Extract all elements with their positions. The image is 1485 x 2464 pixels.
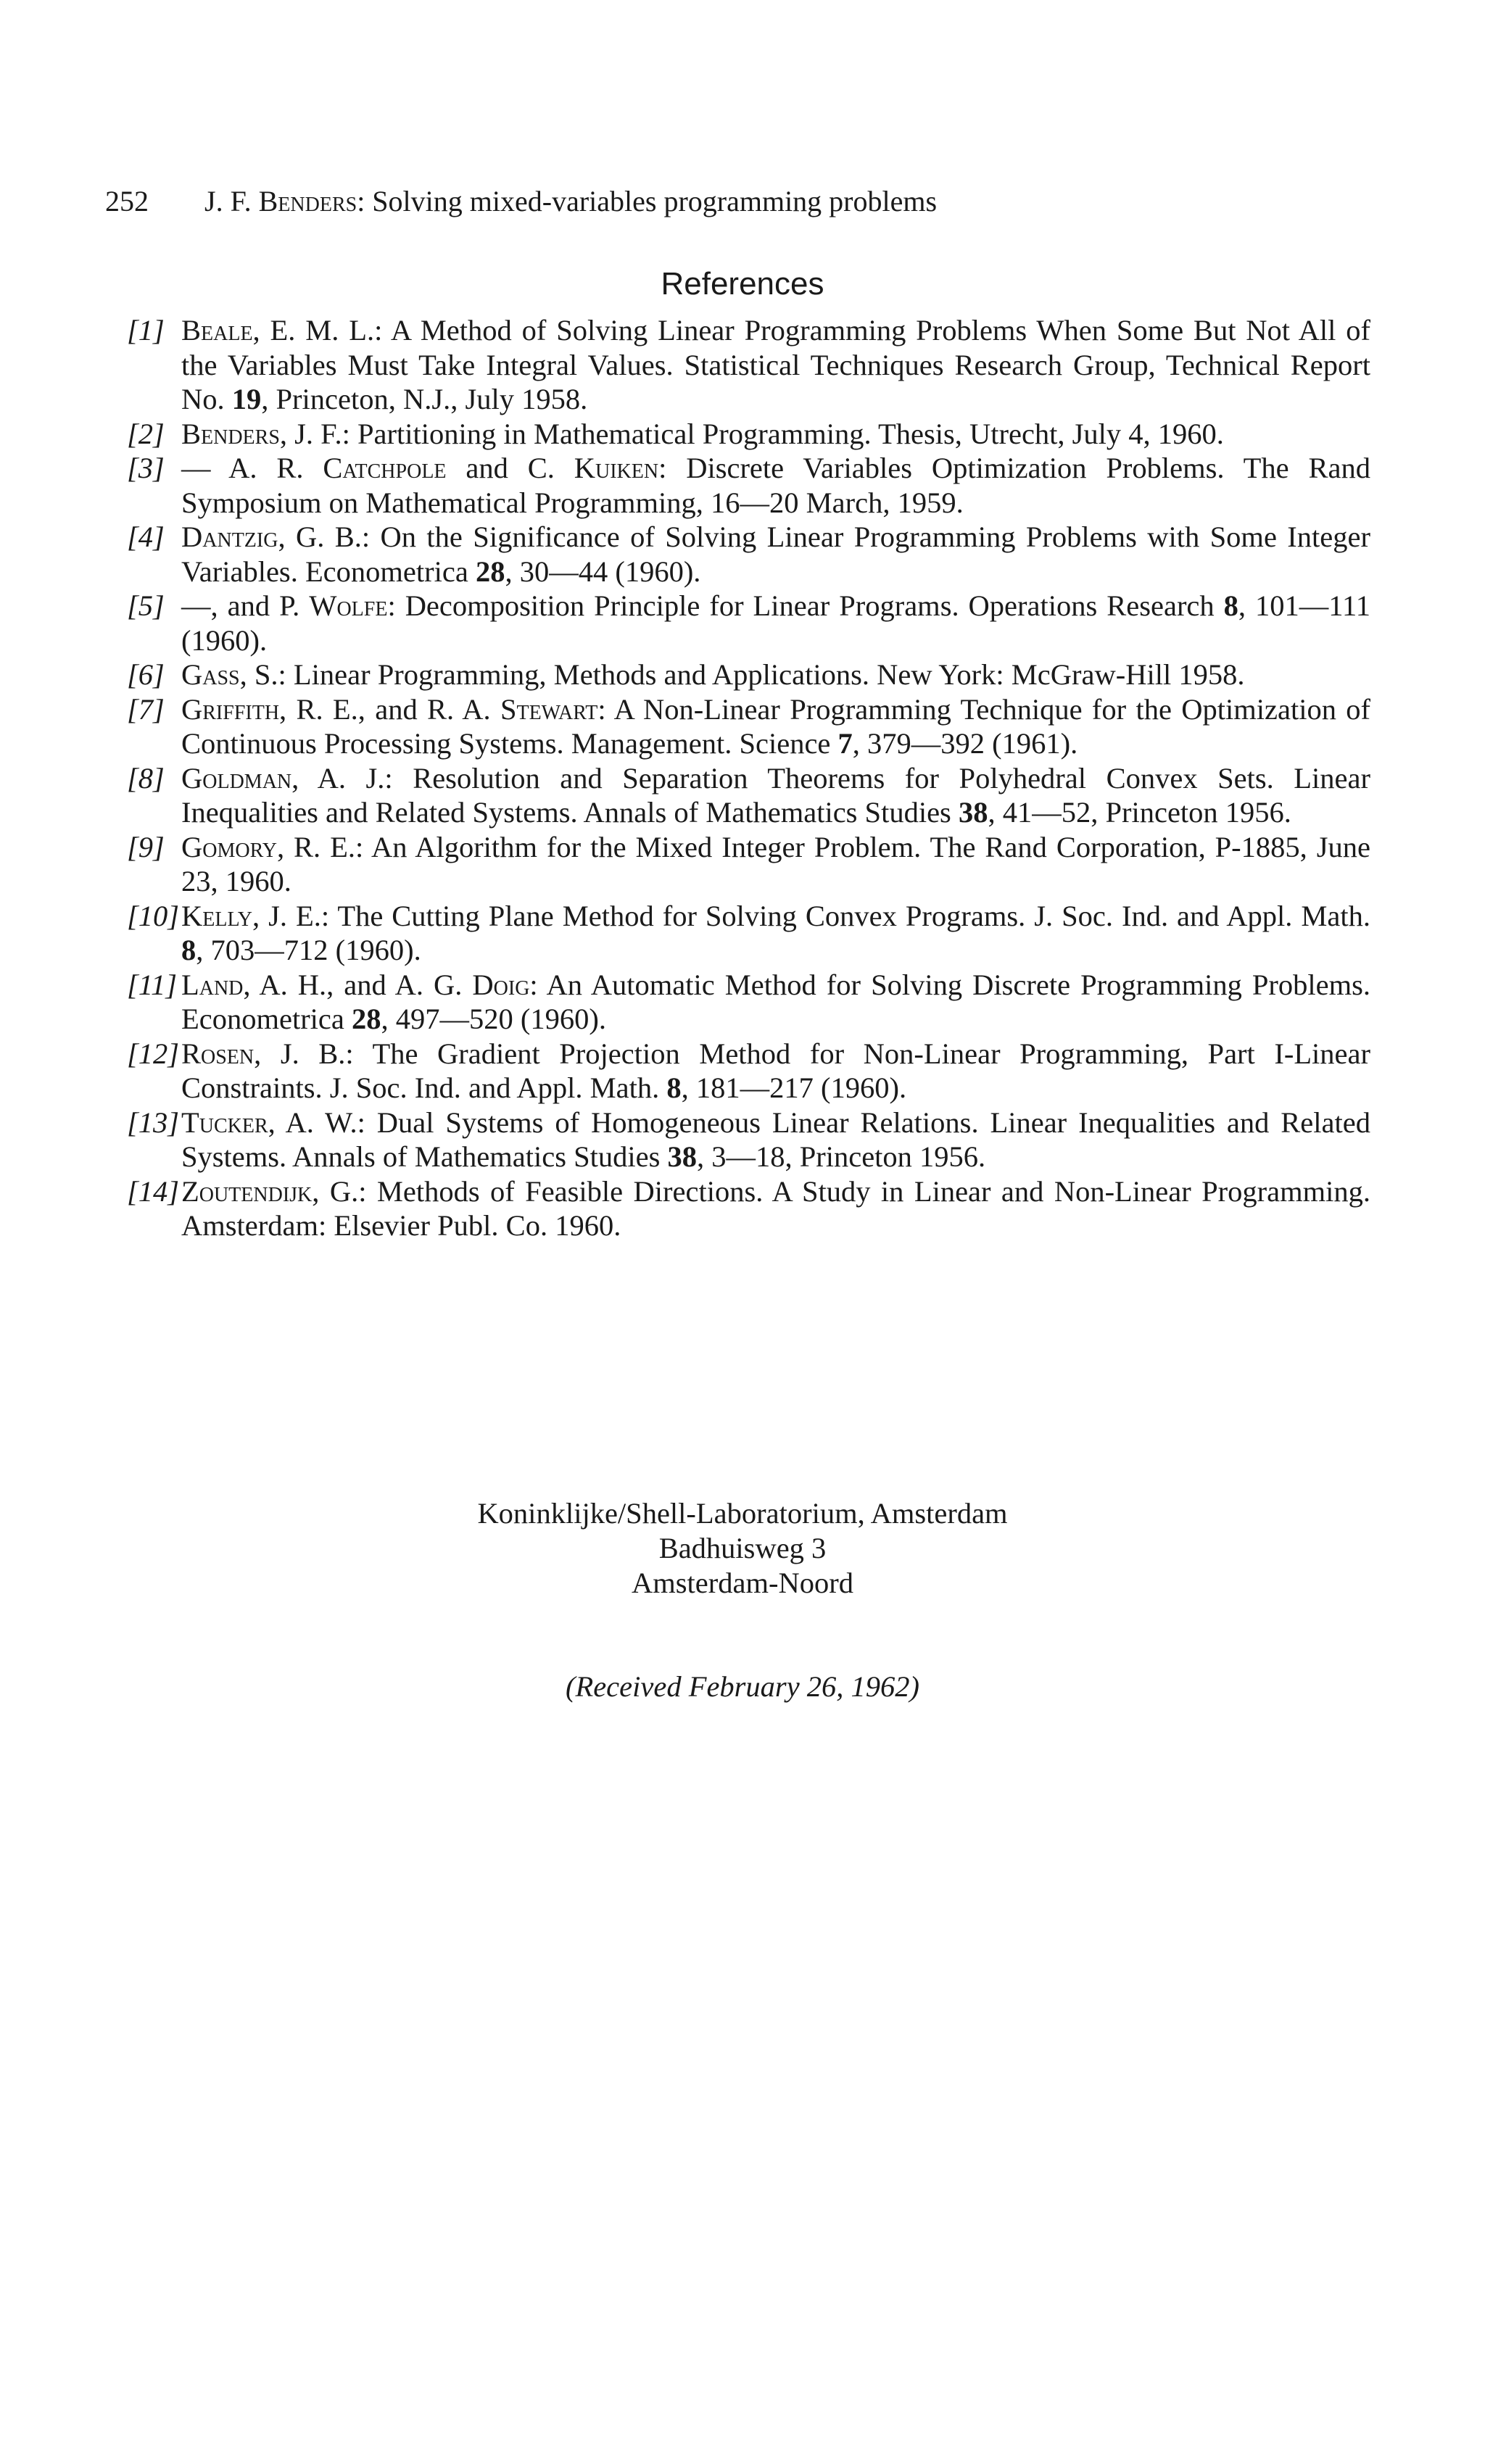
reference-item [127, 830, 1370, 899]
reference-volume: 38 [958, 796, 988, 829]
reference-text: Benders, J. F.: Partitioning in Mathematical Programming. Thesis, Utrecht, July 4, 1960. [181, 417, 1224, 450]
reference-author: Zoutendijk [181, 1174, 313, 1208]
reference-text: Rosen, J. B.: The Gradient Projection Method for Non-Linear Programming, Part I-Linear Constraints. J. Soc. Ind. and Appl. Math. 8, 181—217 (1960). [181, 1037, 1370, 1104]
reference-volume: 19 [231, 383, 262, 415]
reference-number: [2] [127, 417, 165, 450]
reference-item [127, 1174, 1370, 1243]
reference-volume: 38 [667, 1140, 697, 1173]
reference-author: Land [181, 968, 244, 1001]
reference-text: —, and P. Wolfe: Decomposition Principle for Linear Programs. Operations Research 8, 101—111 (1960). [181, 589, 1370, 657]
reference-volume: 8 [181, 934, 197, 966]
reference-author: Dantzig [181, 520, 278, 553]
affiliation-institute: Koninklijke/Shell-Laboratorium, Amsterdam [477, 1497, 1008, 1530]
reference-item [127, 520, 1370, 589]
reference-number: [14] [127, 1174, 180, 1208]
page-number: 252 [105, 185, 149, 217]
header-author-surname: Benders [258, 185, 357, 217]
reference-text: Griffith, R. E., and R. A. Stewart: A Non-Linear Programming Technique for the Optimization of Continuous Processing Systems. Management. Science 7, 379—392 (1961). [181, 692, 1370, 760]
reference-number: [8] [127, 761, 165, 795]
reference-volume: 28 [475, 555, 505, 588]
reference-author: Benders [181, 417, 280, 450]
reference-item [127, 761, 1370, 830]
affiliation-city: Amsterdam-Noord [632, 1567, 853, 1599]
reference-item [127, 589, 1370, 658]
reference-item [127, 1106, 1370, 1174]
reference-item [127, 658, 1370, 692]
header-author-initials: J. F. [204, 185, 252, 217]
reference-number: [7] [127, 692, 165, 726]
reference-volume: 28 [352, 1003, 381, 1035]
reference-author: Kuiken [574, 452, 659, 484]
section-title: References [661, 266, 824, 302]
reference-text: — A. R. Catchpole and C. Kuiken: Discrete Variables Optimization Problems. The Rand Symposium on Mathematical Programming, 16—20 March, 1959. [181, 452, 1370, 519]
reference-item [127, 313, 1370, 417]
reference-number: [5] [127, 589, 165, 622]
reference-text: Gass, S.: Linear Programming, Methods and Applications. New York: McGraw-Hill 1958. [181, 658, 1245, 691]
affiliation-street: Badhuisweg 3 [658, 1532, 827, 1564]
reference-number: [10] [127, 899, 180, 932]
reference-text: Beale, E. M. L.: A Method of Solving Linear Programming Problems When Some But Not All of the Variables Must Take Integral Values. Statistical Techniques Research Group, Technical Report No. 19, Princeton, N.J., July 1958. [181, 314, 1370, 415]
reference-item [127, 692, 1370, 761]
reference-author: Rosen [181, 1037, 255, 1070]
reference-item [127, 451, 1370, 520]
reference-author: Doig [472, 968, 530, 1001]
received-date: (Received February 26, 1962) [565, 1670, 920, 1703]
reference-author: Gomory [181, 830, 277, 863]
reference-author: Wolfe [309, 589, 388, 622]
reference-volume: 8 [666, 1071, 682, 1104]
reference-number: [9] [127, 830, 165, 863]
reference-number: [3] [127, 452, 165, 484]
running-head [105, 184, 1381, 219]
reference-text: Gomory, R. E.: An Algorithm for the Mixed Integer Problem. The Rand Corporation, P-1885, June 23, 1960. [181, 830, 1370, 897]
reference-author: Griffith [181, 692, 280, 726]
reference-author: Beale [181, 314, 253, 347]
reference-author: Kelly [181, 899, 252, 932]
reference-author: Catchpole [323, 452, 447, 484]
affiliation-block [0, 1496, 1485, 1601]
reference-item [127, 417, 1370, 452]
reference-number: [4] [127, 520, 165, 553]
reference-list [127, 313, 1370, 1243]
header-title: : Solving mixed-variables programming problems [357, 185, 938, 217]
reference-item [127, 968, 1370, 1037]
reference-number: [1] [127, 314, 165, 347]
reference-text: Land, A. H., and A. G. Doig: An Automatic Method for Solving Discrete Programming Problems. Econometrica 28, 497—520 (1960). [181, 968, 1371, 1035]
reference-item [127, 899, 1370, 968]
reference-number: [12] [127, 1037, 180, 1070]
reference-text: Dantzig, G. B.: On the Significance of Solving Linear Programming Problems with Some Integer Variables. Econometrica 28, 30—44 (1960). [181, 520, 1370, 588]
reference-number: [11] [127, 968, 178, 1001]
reference-text: Kelly, J. E.: The Cutting Plane Method for Solving Convex Programs. J. Soc. Ind. and Appl. Math. 8, 703—712 (1960). [181, 899, 1370, 966]
reference-volume: 8 [1223, 589, 1238, 622]
reference-item [127, 1037, 1370, 1106]
reference-author: Goldman [181, 761, 292, 795]
reference-author: Gass [181, 658, 240, 691]
reference-volume: 7 [837, 727, 853, 760]
reference-author: Stewart [500, 692, 598, 726]
reference-number: [6] [127, 658, 165, 691]
reference-number: [13] [127, 1106, 180, 1139]
reference-author: Tucker [181, 1106, 268, 1139]
reference-text: Tucker, A. W.: Dual Systems of Homogeneous Linear Relations. Linear Inequalities and Related Systems. Annals of Mathematics Studies 38, 3—18, Princeton 1956. [181, 1106, 1370, 1173]
reference-text: Goldman, A. J.: Resolution and Separation Theorems for Polyhedral Convex Sets. Linear Inequalities and Related Systems. Annals of Mathematics Studies 38, 41—52, Princeton 1956. [181, 761, 1370, 829]
reference-text: Zoutendijk, G.: Methods of Feasible Directions. A Study in Linear and Non-Linear Programming. Amsterdam: Elsevier Publ. Co. 1960. [181, 1174, 1370, 1242]
